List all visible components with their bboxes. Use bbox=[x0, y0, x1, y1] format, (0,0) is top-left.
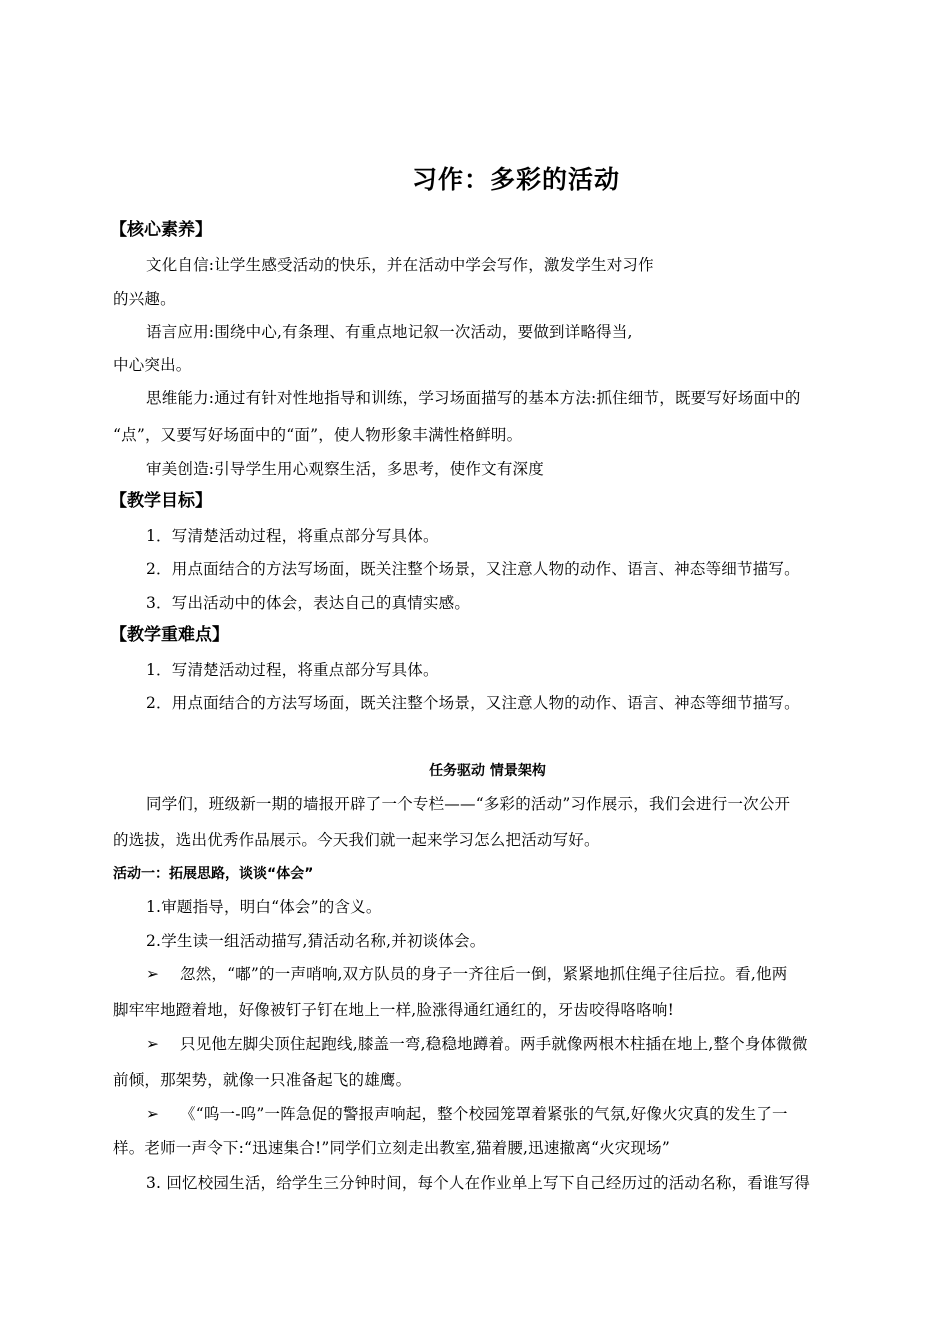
paragraph-line: 文化自信:让学生感受活动的快乐，并在活动中学会写作，激发学生对习作 bbox=[146, 256, 654, 274]
arrow-bullet-icon: ➢ bbox=[146, 965, 160, 983]
example-line: 样。老师一声令下:“迅速集合!”同学们立刻走出教室,猫着腰,迅速撤离“火灾现场” bbox=[113, 1139, 671, 1157]
paragraph-line: 审美创造:引导学生用心观察生活，多思考，使作文有深度 bbox=[146, 460, 544, 478]
goal-item: 1．写清楚活动过程，将重点部分写具体。 bbox=[146, 527, 439, 545]
arrow-bullet-icon: ➢ bbox=[146, 1105, 160, 1123]
arrow-bullet-icon: ➢ bbox=[146, 1035, 160, 1053]
paragraph-line: 语言应用:围绕中心,有条理、有重点地记叙一次活动，要做到详略得当, bbox=[146, 323, 633, 341]
example-text: 忽然，“嘟”的一声哨响,双方队员的身子一齐往后一倒，紧紧地抓住绳子往后拉。看,他两 bbox=[180, 965, 788, 983]
intro-line: 的选拔，选出优秀作品展示。今天我们就一起来学习怎么把活动写好。 bbox=[113, 831, 600, 849]
example-line bbox=[146, 1104, 788, 1124]
paragraph-line: 的兴趣。 bbox=[113, 290, 176, 308]
paragraph-line: “点”，又要写好场面中的“面”，使人物形象丰满性格鲜明。 bbox=[113, 426, 523, 444]
section-subtitle: 任务驱动 情景架构 bbox=[429, 763, 546, 779]
goal-item: 2．用点面结合的方法写场面，既关注整个场景，又注意人物的动作、语言、神态等细节描写。 bbox=[146, 560, 800, 578]
paragraph-line: 中心突出。 bbox=[113, 356, 192, 374]
keypoint-item: 1．写清楚活动过程，将重点部分写具体。 bbox=[146, 661, 439, 679]
step-item: 2.学生读一组活动描写,猜活动名称,并初谈体会。 bbox=[146, 932, 486, 950]
example-text: 《“呜一-呜”一阵急促的警报声响起，整个校园笼罩着紧张的气氛,好像火灾真的发生了一 bbox=[180, 1105, 788, 1123]
heading-core-literacy: 【核心素养】 bbox=[110, 220, 212, 240]
example-line bbox=[146, 964, 787, 984]
keypoint-item: 2．用点面结合的方法写场面，既关注整个场景，又注意人物的动作、语言、神态等细节描写。 bbox=[146, 694, 800, 712]
example-line: 脚牢牢地蹬着地，好像被钉子钉在地上一样,脸涨得通红通红的，牙齿咬得咯咯响! bbox=[113, 1001, 675, 1019]
activity-title: 活动一：拓展思路，谈谈“体会” bbox=[113, 866, 314, 882]
example-line: 前倾，那架势，就像一只准备起飞的雄鹰。 bbox=[113, 1071, 412, 1089]
step-item: 1.审题指导，明白“体会”的含义。 bbox=[146, 898, 382, 916]
goal-item: 3．写出活动中的体会，表达自己的真情实感。 bbox=[146, 594, 471, 612]
heading-teaching-goals: 【教学目标】 bbox=[110, 491, 212, 511]
example-line bbox=[146, 1034, 808, 1054]
step-item: 3. 回忆校园生活，给学生三分钟时间，每个人在作业单上写下自己经历过的活动名称，看谁写得 bbox=[146, 1174, 811, 1192]
paragraph-line: 思维能力:通过有针对性地指导和训练，学习场面描写的基本方法:抓住细节，既要写好场面中的 bbox=[146, 389, 801, 407]
heading-key-points: 【教学重难点】 bbox=[110, 625, 229, 645]
example-text: 只见他左脚尖顶住起跑线,膝盖一弯,稳稳地蹲着。两手就像两根木柱插在地上,整个身体微微 bbox=[180, 1035, 808, 1053]
page-title: 习作：多彩的活动 bbox=[411, 165, 620, 194]
intro-line: 同学们，班级新一期的墙报开辟了一个专栏——“多彩的活动”习作展示，我们会进行一次公开 bbox=[146, 795, 791, 813]
